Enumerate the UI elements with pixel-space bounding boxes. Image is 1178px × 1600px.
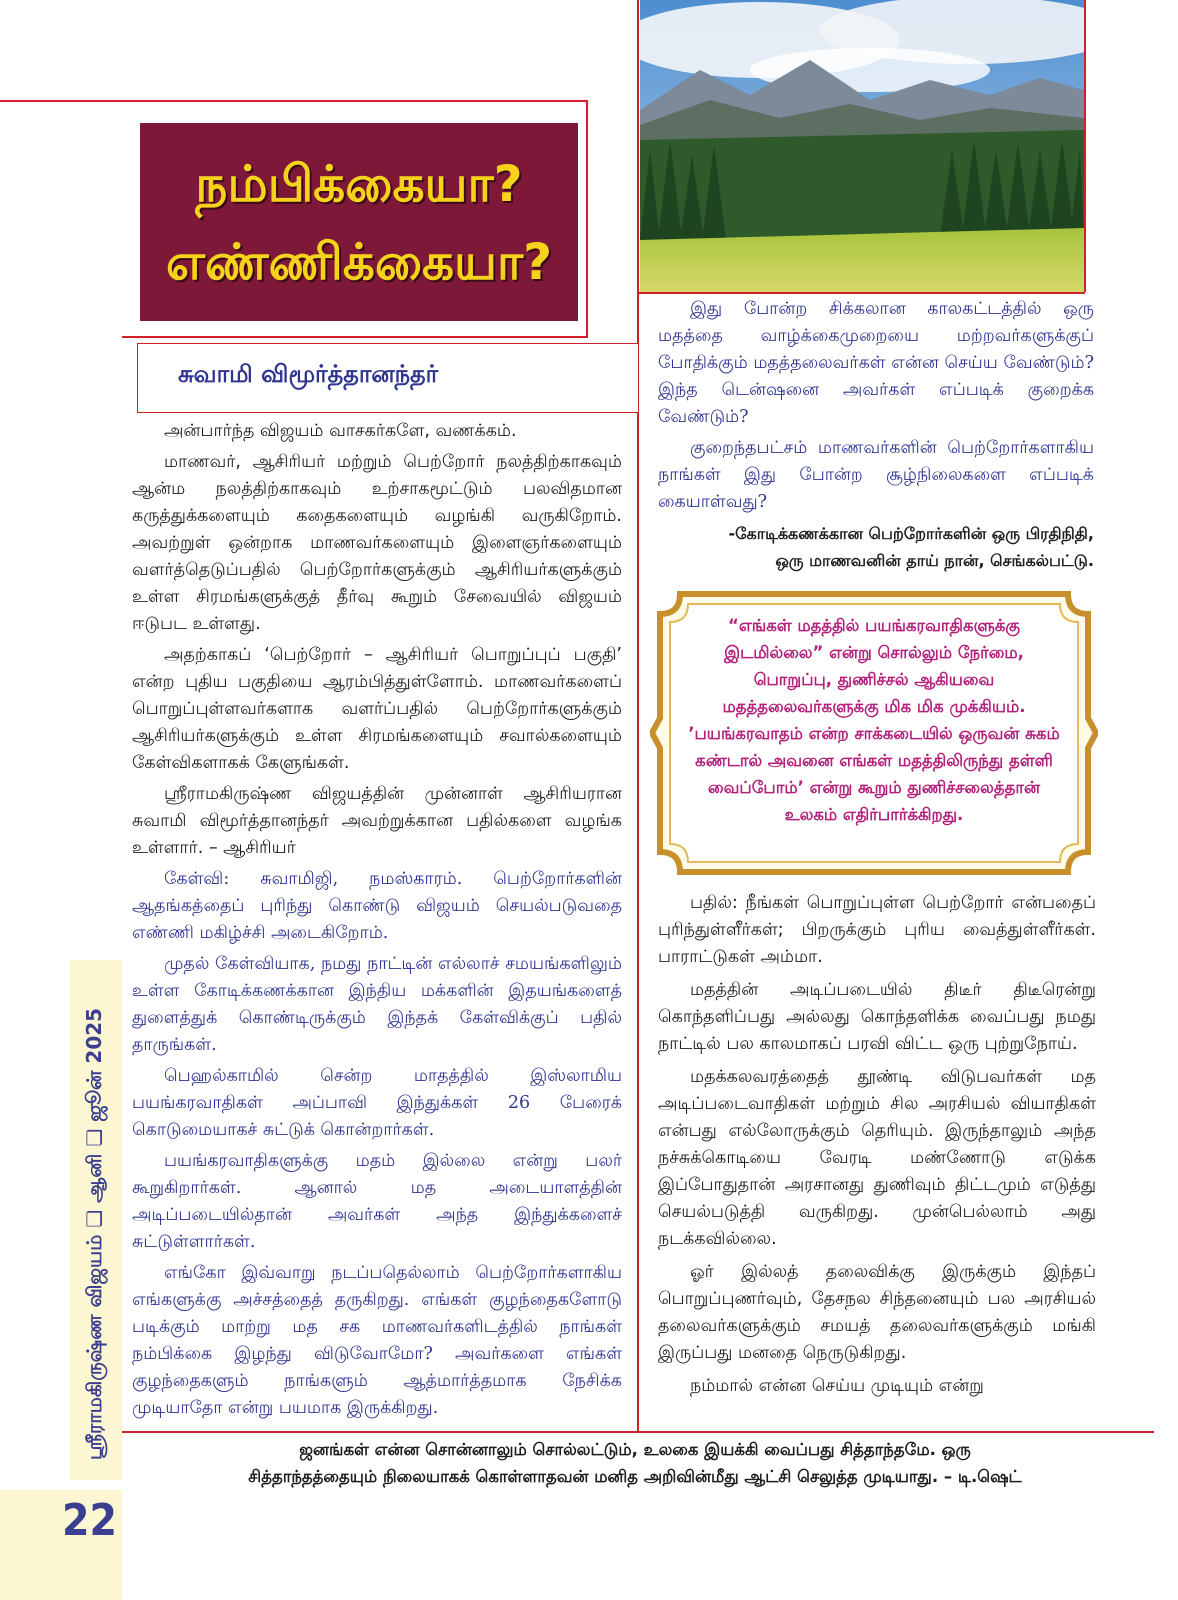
question-paragraph: முதல் கேள்வியாக, நமது நாட்டின் எல்லாச் சமயங்களிலும் உள்ள கோடிக்கணக்கான இந்திய மக்களின் இதயங்களைத் துளைத்துக் கொண்டிருக்கும் இந்தக் கேள்விக்குப் பதில் தாருங்கள். <box>132 954 622 1055</box>
answer-paragraph: மதக்கலவரத்தைத் தூண்டி விடுபவர்கள் மத அடிப்படைவாதிகள் மற்றும் சில அரசியல் வியாதிகள் என்பது எல்லோருக்கும் தெரியும். இருந்தாலும் அந்த நச்சுக்கொடியை வேரடி மண்ணோடு எடுக்க இப்போதுதான் அரசானது துணிவும் திட்டமும் எடுத்து செயல்படுத்தி வருகிறது. முன்பெல்லாம் அது நடக்கவில்லை. <box>658 1067 1096 1249</box>
question-paragraph: பெஹல்காமில் சென்ற மாதத்தில் இஸ்லாமிய பயங்கரவாதிகள் அப்பாவி இந்துக்கள் 26 பேரைக் கொடுமையாகச் சுட்டுக் கொன்றார்கள். <box>132 1066 622 1140</box>
author-box <box>137 343 639 413</box>
right-column-answer <box>658 890 1096 1400</box>
rule-title-bottom <box>122 336 588 338</box>
question-paragraph: கேள்வி: சுவாமிஜி, நமஸ்காரம். பெற்றோர்களின் ஆதங்கத்தைப் புரிந்து கொண்டு விஜயம் செயல்படுவதை எண்ணி மகிழ்ச்சி அடைகிறோம். <box>132 869 622 943</box>
paragraph: மாணவர், ஆசிரியர் மற்றும் பெற்றோர் நலத்திற்காகவும் ஆன்ம நலத்திற்காகவும் உற்சாகமூட்டும் பலவிதமான கருத்துக்களையும் கதைகளையும் வழங்கி வருகிறோம். அவற்றுள் ஒன்றாக மாணவர்களையும் இளைஞர்களையும் வளர்த்தெடுப்பதில் பெற்றோர்களுக்கும் ஆசிரியர்களுக்கும் உள்ள சிரமங்களுக்குத் தீர்வு கூறும் சேவையில் விஜயம் ஈடுபட உள்ளது. <box>132 452 622 634</box>
callout-text: “எங்கள் மதத்தில் பயங்கரவாதிகளுக்கு இடமில்லை” என்று சொல்லும் நேர்மை, பொறுப்பு, துணிச்சல் ஆகியவை மதத்தலைவர்களுக்கு மிக மிக முக்கியம். ’பயங்கரவாதம் என்ற சாக்கடையில் ஒருவன் சுகம் கண்டால் அவனை எங்கள் மதத்திலிருந்து தள்ளி வைப்போம்’ என்று கூறும் துணிச்சலைத்தான் உலகம் எதிர்பார்க்கிறது. <box>688 616 1060 824</box>
magazine-issue-line: ஸ்ரீராமகிருஷ்ண விஜயம் ❏ ஆனி ❏ ஜூன் 2025 <box>82 1007 106 1460</box>
question-paragraph: எங்கோ இவ்வாறு நடப்பதெல்லாம் பெற்றோர்களாகிய எங்களுக்கு அச்சத்தைத் தருகிறது. எங்கள் குழந்தைகளோடு படிக்கும் மாற்று மத சக மாணவர்களிடத்தில் நாங்கள் நம்பிக்கை இழந்து விடுவோமோ? அவர்களை எங்கள் குழந்தைகளும் நாங்களும் ஆத்மார்த்தமாக நேசிக்க முடியாதோ என்று பயமாக இருக்கிறது. <box>132 1263 622 1418</box>
signature-line-1: -கோடிக்கணக்கான பெற்றோர்களின் ஒரு பிரதிநிதி, <box>728 524 1094 543</box>
right-column-question <box>658 296 1094 574</box>
paragraph: அன்பார்ந்த விஜயம் வாசகர்களே, வணக்கம். <box>164 421 517 441</box>
rule-title-right <box>586 100 588 338</box>
author-name: சுவாமி விமூர்த்தானந்தர் <box>178 360 439 388</box>
article-title <box>140 123 578 321</box>
paragraph: ஸ்ரீராமகிருஷ்ண விஜயத்தின் முன்னாள் ஆசிரியரான சுவாமி விமூர்த்தானந்தர் அவற்றுக்கான பதில்களை வழங்க உள்ளார். – ஆசிரியர் <box>132 784 622 858</box>
rule-top-left <box>0 100 588 102</box>
page-number: 22 <box>62 1495 118 1546</box>
answer-paragraph: மதத்தின் அடிப்படையில் திடீர் திடீரென்று கொந்தளிப்பது அல்லது கொந்தளிக்க வைப்பது நமது நாட்டில் பல காலமாகப் பரவி விட்ட ஒரு புற்றுநோய். <box>658 980 1096 1054</box>
question-paragraph: இது போன்ற சிக்கலான காலகட்டத்தில் ஒரு மதத்தை வாழ்க்கைமுறையை மற்றவர்களுக்குப் போதிக்கும் மதத்தலைவர்கள் என்ன செய்ய வேண்டும்? இந்த டென்ஷனை அவர்கள் எப்படிக் குறைக்க வேண்டும்? <box>658 299 1094 427</box>
landscape-photo <box>640 0 1086 292</box>
footer-quote <box>135 1436 1135 1490</box>
question-paragraph: குறைந்தபட்சம் மாணவர்களின் பெற்றோர்களாகிய நாங்கள் இது போன்ற சூழ்நிலைகளை எப்படிக் கையாள்வது? <box>658 438 1094 512</box>
title-line-2: எண்ணிக்கையா? <box>165 233 553 291</box>
paragraph: அதற்காகப் ‘பெற்றோர் – ஆசிரியர் பொறுப்புப் பகுதி’ என்ற புதிய பகுதியை ஆரம்பித்துள்ளோம். மாணவர்களைப் பொறுப்புள்ளவர்களாக வளர்ப்பதில் பெற்றோர்களுக்கும் ஆசிரியர்களுக்கும் உள்ள சிரமங்களையும் சவால்களையும் கேள்விகளாகக் கேளுங்கள். <box>132 645 622 773</box>
title-line-1: நம்பிக்கையா? <box>195 155 523 213</box>
question-paragraph: பயங்கரவாதிகளுக்கு மதம் இல்லை என்று பலர் கூறுகிறார்கள். ஆனால் மத அடையாளத்தின் அடிப்படையில்தான் அவர்கள் அந்த இந்துக்களைச் சுட்டுள்ளார்கள். <box>132 1151 622 1252</box>
rule-footer-top <box>122 1431 1154 1433</box>
signature-line-2: ஒரு மாணவனின் தாய் நான், செங்கல்பட்டு. <box>775 551 1094 570</box>
left-column <box>132 418 622 1426</box>
answer-paragraph: நம்மால் என்ன செய்ய முடியும் என்று <box>690 1376 984 1396</box>
rule-column-divider <box>637 0 639 1432</box>
footer-quote-line-1: ஜனங்கள் என்ன சொன்னாலும் சொல்லட்டும், உலகை இயக்கி வைப்பது சித்தாந்தமே. ஒரு <box>299 1440 971 1459</box>
rule-photo-bottom <box>639 292 1085 294</box>
answer-paragraph: ஓர் இல்லத் தலைவிக்கு இருக்கும் இந்தப் பொறுப்புணர்வும், தேசநல சிந்தனையும் பல அரசியல் தலைவர்களுக்கும் சமயத் தலைவர்களுக்கும் மங்கி இருப்பது மனதை நெருடுகிறது. <box>658 1262 1096 1363</box>
answer-paragraph: பதில்: நீங்கள் பொறுப்புள்ள பெற்றோர் என்பதைப் புரிந்துள்ளீர்கள்; பிறருக்கும் புரிய வைத்துள்ளீர்கள். பாராட்டுகள் அம்மா. <box>658 893 1096 967</box>
mountain-meadow-image <box>640 0 1084 292</box>
footer-quote-line-2: சித்தாந்தத்தையும் நிலையாகக் கொள்ளாதவன் மனித அறிவின்மீது ஆட்சி செலுத்த முடியாது. – டி.ஷெட் <box>248 1467 1022 1486</box>
